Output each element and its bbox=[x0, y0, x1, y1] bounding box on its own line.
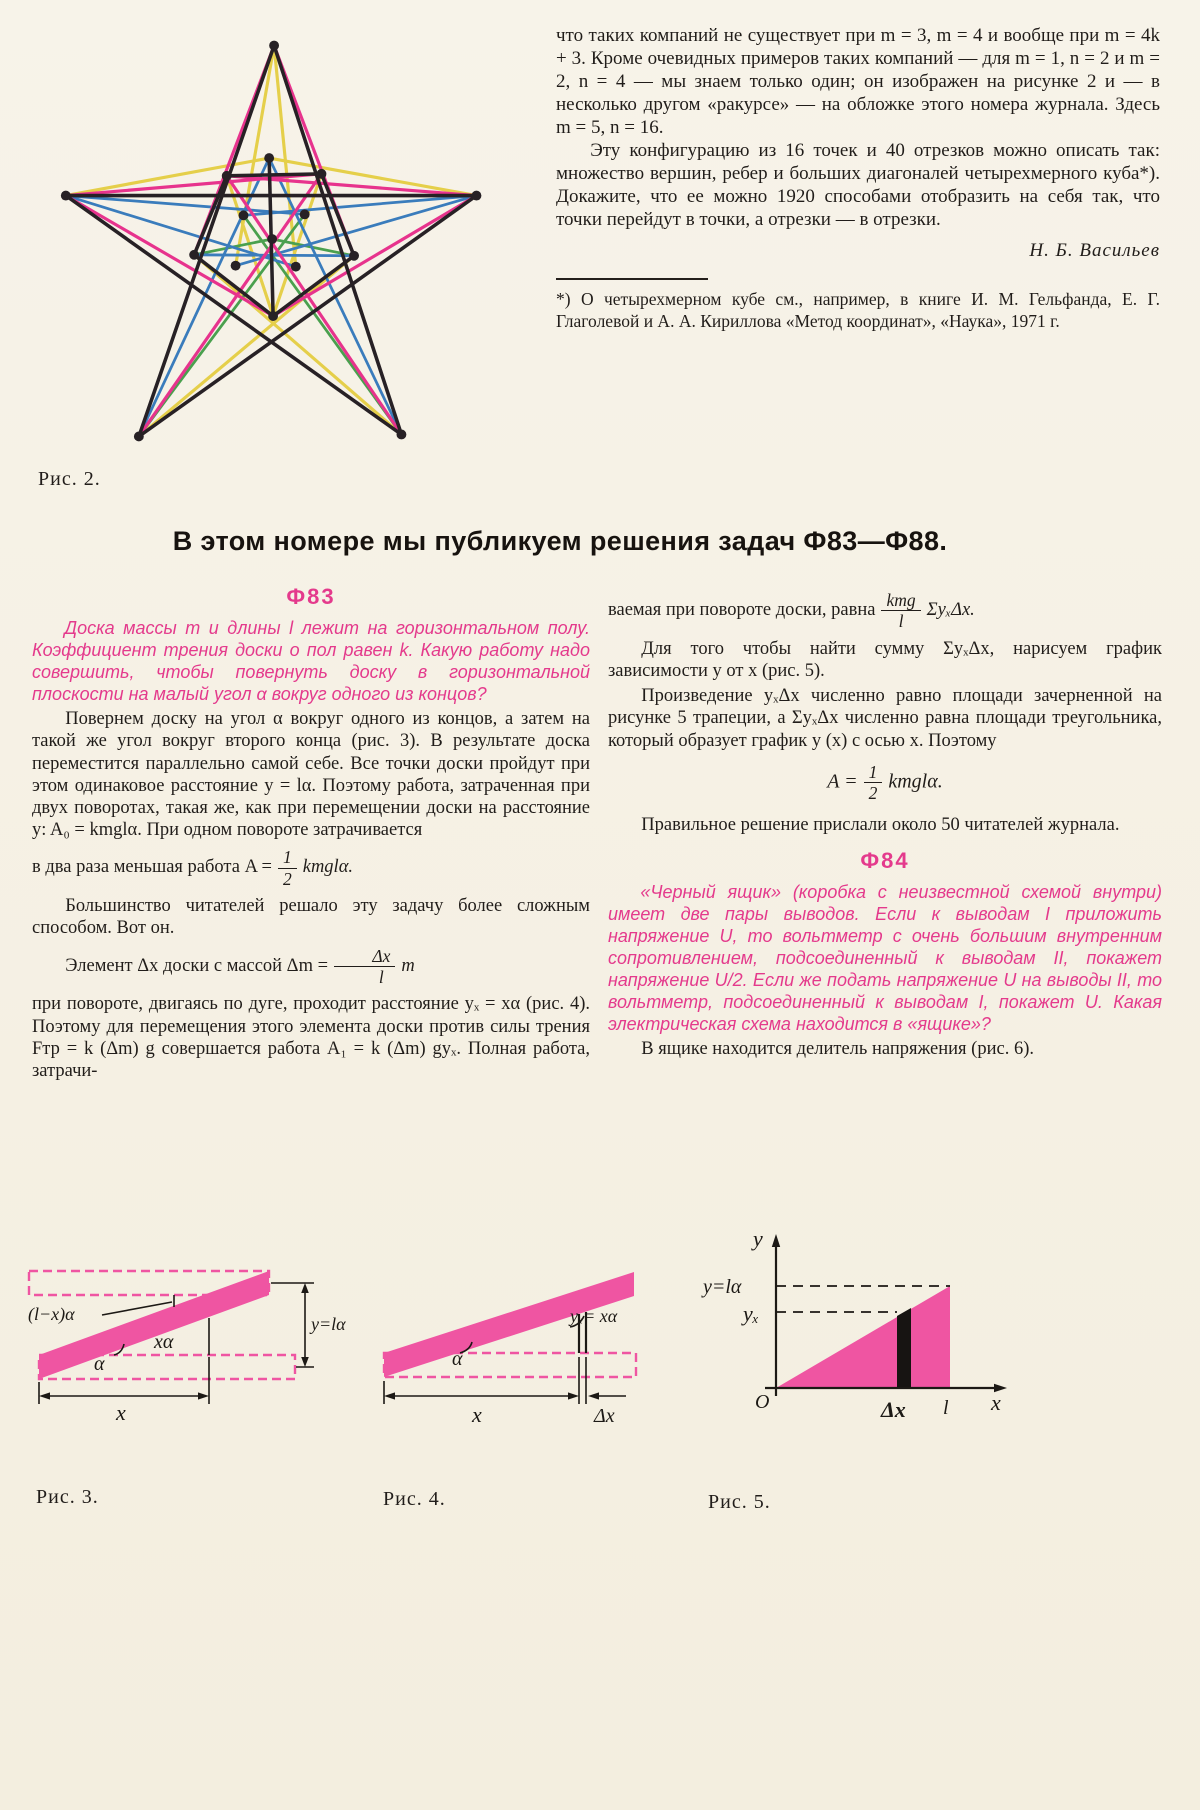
formula-pre: в два раза меньшая работа A = bbox=[32, 857, 272, 878]
label-x: x bbox=[472, 1402, 482, 1427]
f83-solution-paragraph-6: Правильное решение прислали около 50 читателей журнала. bbox=[641, 814, 1120, 835]
f83-continuation-formula bbox=[608, 591, 1162, 631]
problem-f83-label: Ф83 bbox=[286, 584, 336, 609]
f84-answer: В ящике находится делитель напряжения (рис. 6). bbox=[641, 1038, 1034, 1059]
graph-vertex bbox=[268, 311, 278, 321]
arrowhead bbox=[568, 1392, 579, 1399]
fraction: $\frac{1}{2}$ bbox=[278, 848, 297, 888]
graph-vertex bbox=[189, 250, 199, 260]
label-x: x bbox=[991, 1390, 1001, 1415]
label-dx: Δx bbox=[881, 1397, 906, 1422]
formula-post: ΣyₓΔx. bbox=[926, 600, 975, 621]
author-signature: Н. Б. Васильев bbox=[1029, 240, 1160, 261]
graph-vertex bbox=[231, 261, 241, 271]
formula-post: m bbox=[401, 955, 415, 976]
fraction: $\frac{\Delta x}{l}$ bbox=[334, 947, 395, 987]
arrowhead bbox=[301, 1357, 309, 1367]
graph-vertex bbox=[222, 171, 232, 181]
graph-vertex bbox=[291, 262, 301, 272]
label-alpha: α bbox=[452, 1348, 463, 1370]
arrowhead bbox=[39, 1392, 50, 1399]
graph-vertex bbox=[267, 234, 277, 244]
graph-vertex bbox=[61, 191, 71, 201]
figure-3 bbox=[24, 1258, 370, 1436]
footnote-text: *) О четырехмерном кубе см., например, в книге И. М. Гельфанда, Е. Г. Глаголевой и А. А. Кириллова «Метод координат», «Наука», 1971 г. bbox=[556, 289, 1160, 331]
f83-solution-paragraph-4: Для того чтобы найти сумму ΣyₓΔx, нарисуем график зависимости y от x (рис. 5). bbox=[608, 638, 1162, 681]
arrowhead bbox=[588, 1392, 599, 1399]
graph-vertex bbox=[134, 432, 144, 442]
graph-vertex bbox=[396, 430, 406, 440]
figure-3-caption: Рис. 3. bbox=[36, 1486, 99, 1508]
arrowhead bbox=[384, 1392, 395, 1399]
graph-vertex bbox=[239, 210, 249, 220]
f83-formula-half-work bbox=[32, 848, 590, 888]
label-y-equals-l-alpha: y=lα bbox=[703, 1276, 742, 1298]
label-y: y bbox=[753, 1226, 763, 1251]
arrowhead bbox=[772, 1234, 780, 1247]
label-y-equals-l-alpha: y=lα bbox=[311, 1314, 346, 1334]
graph-vertex bbox=[264, 153, 274, 163]
label-x: x bbox=[116, 1400, 126, 1425]
formula-pre: Элемент Δx доски с массой Δm = bbox=[65, 955, 329, 976]
graph-vertex bbox=[317, 169, 327, 179]
f83-final-formula: A = $\frac{1}{2}$ kmglα. bbox=[827, 761, 943, 804]
triangle-area bbox=[776, 1286, 950, 1388]
arrowhead bbox=[301, 1283, 309, 1293]
f83-solution-paragraph-1: Повернем доску на угол α вокруг одного из концов, а затем на такой же угол вокруг второго конца (рис. 3). В результате доска переместится параллельно самой себе. Все точки доски пройдут при этом одинаковое расстояние y = lα. Поэтому работа, затраченная при двух поворотах, такая же, как при перемещении доски на расстояние y: A₀ = kmglα. При одном повороте затрачивается bbox=[32, 709, 590, 841]
arrowhead bbox=[198, 1392, 209, 1399]
f83-solution-paragraph-3: при повороте, двигаясь по дуге, проходит расстояние yₓ = xα (рис. 4). Поэтому для перемещения этого элемента доски против силы трения Fтр = k (Δm) g совершается работа A₁ = k (Δm) gyₓ. Полная работа, затрачи- bbox=[32, 994, 590, 1081]
label-yx-equals-x-alpha: yₓ= xα bbox=[570, 1306, 618, 1326]
fraction: $\frac{1}{2}$ bbox=[864, 763, 883, 803]
fraction: $\frac{\text{kmg}}{l}$ bbox=[881, 591, 920, 631]
label-alpha: α bbox=[94, 1353, 105, 1375]
graph-edge bbox=[139, 196, 477, 437]
f83-solution-paragraph-5: Произведение yₓΔx численно равно площади зачерненной на рисунке 5 трапеции, а ΣyₓΔx численно равна площади треугольника, который образует график y (x) с осью x. Поэтому bbox=[608, 686, 1162, 751]
problem-f84-statement: «Черный ящик» (коробка с неизвестной схемой внутри) имеет две пары выводов. Если к выводам I приложить напряжение U, то вольтметр с очень большим внутренним сопротивлением, подсоединенный к выводам II, покажет напряжение U/2. Если же подать напряжение U на выводы II, то вольтметр, подсоединенный к выводам I, покажет U. Какая электрическая схема находится в «ящике»? bbox=[608, 881, 1162, 1034]
intro-column bbox=[556, 24, 1160, 332]
section-heading: В этом номере мы публикуем решения задач Ф83—Ф88. bbox=[172, 526, 948, 556]
intro-paragraph-1: что таких компаний не существует при m = 3, m = 4 и вообще при m = 4k + 3. Кроме очевидных примеров таких компаний — для m = 1, n = 2 и m = 2, n = 4 — мы знаем только один; он изображен на рисунке 2 и — в несколько другом «ракурсе» — на обложке этого номера журнала. Здесь m = 5, n = 16. bbox=[556, 25, 1160, 138]
figure-5 bbox=[695, 1226, 1017, 1438]
label-yx: yₓ bbox=[743, 1301, 760, 1326]
label-dx: Δx bbox=[594, 1405, 615, 1427]
right-column bbox=[608, 584, 1162, 1063]
intro-paragraph-2: Эту конфигурацию из 16 точек и 40 отрезков можно описать так: множество вершин, ребер и больших диагоналей четырехмерного куба*). Докажите, что ее можно 1920 способами отобразить на себя так, что точки перейдут в точки, а отрезки — в отрезки. bbox=[556, 140, 1160, 230]
graph-vertex bbox=[269, 41, 279, 51]
f83-solution-paragraph-2: Большинство читателей решало эту задачу более сложным способом. Вот он. bbox=[32, 896, 590, 939]
figure-5-caption: Рис. 5. bbox=[708, 1491, 771, 1513]
board bbox=[39, 1271, 269, 1379]
problem-f83-statement: Доска массы m и длины l лежит на горизонтальном полу. Коэффициент трения доски о пол равен k. Какую работу надо совершить, чтобы повернуть доску в горизонтальной плоскости на малый угол α вокруг одного из концов? bbox=[32, 618, 590, 705]
figure-2-star-graph bbox=[14, 10, 548, 470]
graph-vertex bbox=[349, 251, 359, 261]
label-l: l bbox=[943, 1397, 949, 1419]
f83-formula-element-mass bbox=[32, 947, 590, 987]
figure-4-caption: Рис. 4. bbox=[383, 1488, 446, 1510]
problem-f84-label: Ф84 bbox=[860, 847, 910, 873]
graph-vertex bbox=[472, 191, 482, 201]
figure-2-caption: Рис. 2. bbox=[38, 468, 101, 490]
footnote-rule bbox=[556, 278, 708, 280]
label-origin: O bbox=[755, 1391, 770, 1413]
left-column bbox=[32, 584, 590, 1085]
graph-edge bbox=[227, 176, 477, 196]
formula-pre: ваемая при повороте доски, равна bbox=[608, 600, 876, 621]
graph-edge bbox=[66, 196, 296, 267]
label-x-alpha: xα bbox=[154, 1331, 174, 1353]
label-l-minus-x-alpha: (l−x)α bbox=[28, 1304, 75, 1324]
shaded-strip bbox=[897, 1308, 911, 1388]
figure-4 bbox=[372, 1258, 664, 1436]
formula-post: kmglα. bbox=[302, 857, 354, 878]
graph-edge bbox=[227, 174, 322, 176]
graph-vertex bbox=[300, 209, 310, 219]
